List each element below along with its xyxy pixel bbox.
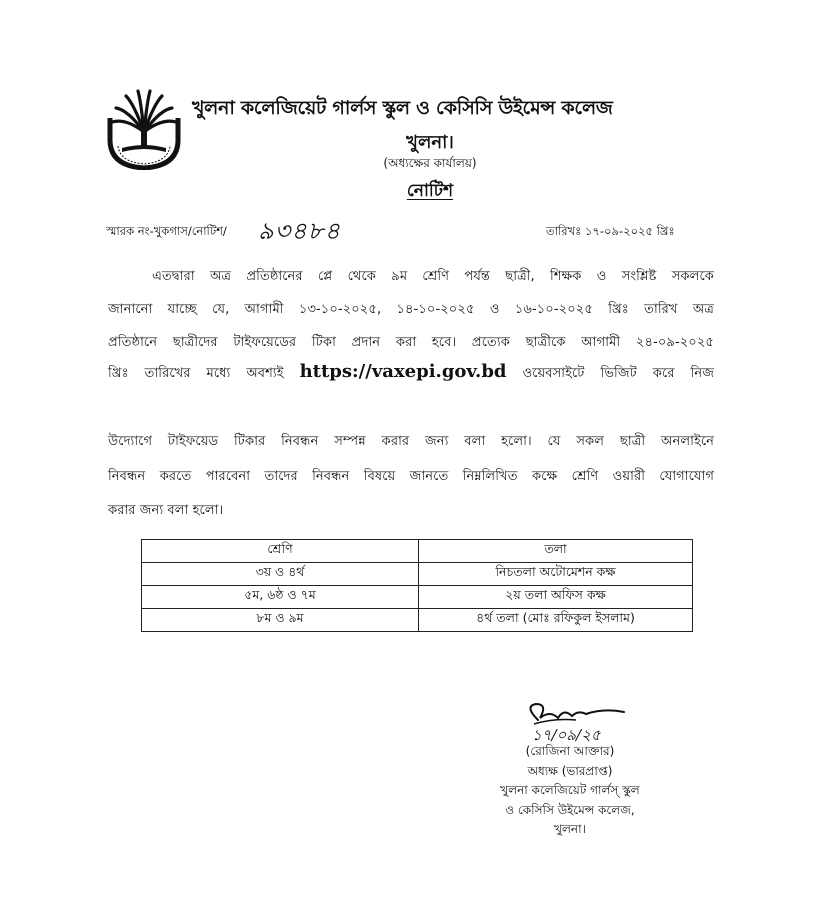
body-line-6: নিবন্ধন করতে পারবেনা তাদের নিবন্ধন বিষয়ে জানতে নিম্নলিখিত কক্ষে শ্রেণি ওয়ারী যোগাযোগ: [108, 469, 714, 484]
signature-date: ১৭/০৯/২৫: [532, 726, 601, 744]
office-label: (অধ্যক্ষের কার্যালয়): [383, 156, 477, 170]
institution-name: খুলনা কলেজিয়েট গার্লস স্কুল ও কেসিসি উইমেন্স কলেজ: [192, 97, 613, 119]
memo-handwritten-number: ৯৩৪৮৪: [258, 217, 341, 245]
body-line-1: এতদ্বারা অত্র প্রতিষ্ঠানের প্লে থেকে ৯ম শ্রেণি পর্যন্ত ছাত্রী, শিক্ষক ও সংশ্লিষ্ট সকলকে: [152, 269, 714, 284]
college-logo: [104, 88, 184, 170]
signatory-name: (রোজিনা আক্তার): [525, 744, 615, 758]
table-header-row: [142, 540, 693, 563]
signature-block: [470, 743, 670, 841]
signatory-org-line-1: খুলনা কলেজিয়েট গার্লস্ স্কুল: [500, 783, 640, 797]
body-line-2: জানানো যাচ্ছে যে, আগামী ১৩-১০-২০২৫, ১৪-১০-২০২৫ ও ১৬-১০-২০২৫ খ্রিঃ তারিখ অত্র: [108, 302, 714, 317]
table-cell-floor: নিচতলা অটোমেশন কক্ষ: [419, 563, 693, 586]
table-cell-class: ৮ম ও ৯ম: [142, 609, 419, 632]
notice-title-text: নোটিশ: [406, 181, 454, 201]
memo-number-label: স্মারক নং-খুকগাস/নোটিশ/: [106, 224, 227, 238]
table-cell-class: ৫ম, ৬ষ্ঠ ও ৭ম: [142, 586, 419, 609]
table-header-floor: তলা: [419, 540, 693, 563]
registration-url[interactable]: https://vaxepi.gov.bd: [299, 361, 507, 382]
body-line-3: প্রতিষ্ঠানে ছাত্রীদের টাইফয়েডের টিকা প্রদান করা হবে। প্রত্যেক ছাত্রীকে আগামী ২৪-০৯-২০২৫: [108, 335, 714, 350]
signatory-org-line-2: ও কেসিসি উইমেন্স কলেজ,: [505, 802, 635, 817]
principal-signature: [514, 698, 644, 744]
signatory-org-line-3: খুলনা।: [554, 822, 586, 836]
body-line-5: উদ্যোগে টাইফয়েড টিকার নিবন্ধন সম্পন্ন করার জন্য বলা হলো। যে সকল ছাত্রী অনলাইনে: [108, 434, 714, 449]
body-line-7: করার জন্য বলা হলো।: [108, 503, 224, 518]
table-cell-floor: ২য় তলা অফিস কক্ষ: [419, 586, 693, 609]
institution-city: খুলনা।: [406, 132, 454, 153]
class-floor-table: [141, 539, 693, 632]
body-line-4: [108, 361, 714, 385]
table-row: [142, 609, 693, 632]
table-cell-class: ৩য় ও ৪র্থ: [142, 563, 419, 586]
body-line-4-end: ওয়েবসাইটে ভিজিট করে নিজ: [522, 366, 714, 381]
table-row: [142, 563, 693, 586]
notice-date: তারিখঃ ১৭-০৯-২০২৫ খ্রিঃ: [546, 224, 675, 238]
signatory-designation: অধ্যক্ষ (ভারপ্রাপ্ত): [527, 763, 613, 778]
table-row: [142, 586, 693, 609]
notice-title: [360, 178, 500, 206]
table-header-class: শ্রেণি: [142, 540, 419, 563]
table-cell-floor: ৪র্থ তলা (মোঃ রফিকুল ইসলাম): [419, 609, 693, 632]
body-line-4-start: খ্রিঃ তারিখের মধ্যে অবশ্যই: [108, 366, 284, 381]
